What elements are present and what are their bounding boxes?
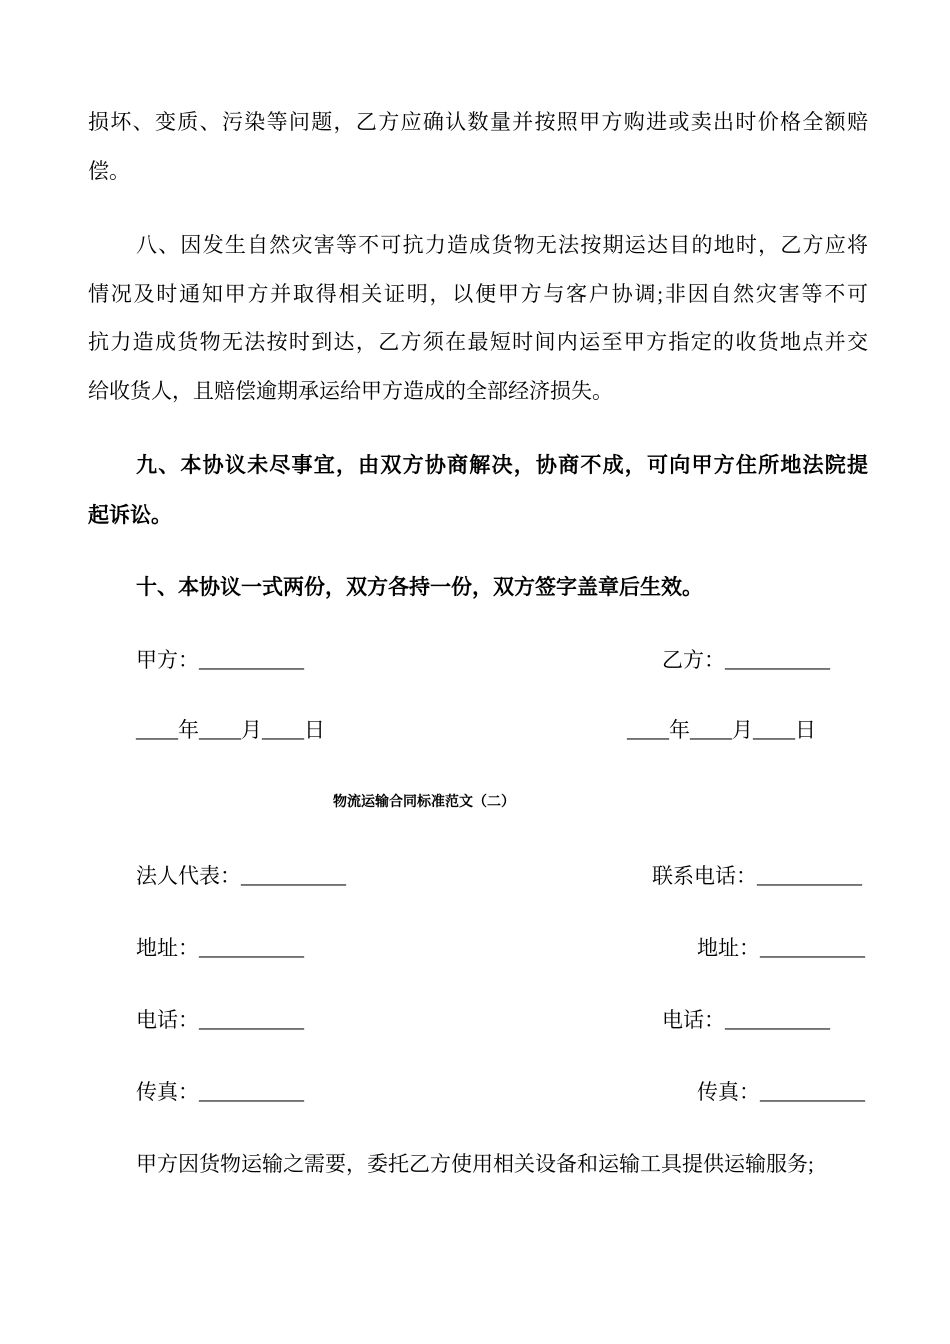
party-a-phone-field: 电话：__________ <box>136 1008 304 1032</box>
party-b-date: ____年____月____日 <box>627 718 816 742</box>
clause-8-line: 抗力造成货物无法按时到达，乙方须在最短时间内运至甲方指定的收货地点并交 <box>88 330 868 354</box>
clause-9-line: 起诉讼。 <box>88 503 172 527</box>
continuation-line: 偿。 <box>88 159 130 183</box>
party-b-address-field: 地址：__________ <box>697 936 865 960</box>
clause-10-line: 十、本协议一式两份，双方各持一份，双方签字盖章后生效。 <box>136 575 703 599</box>
clause-9-line: 九、本协议未尽事宜，由双方协商解决，协商不成，可向甲方住所地法院提 <box>136 453 868 477</box>
legal-rep-field: 法人代表：__________ <box>136 864 346 888</box>
party-b-phone-field: 电话：__________ <box>662 1008 830 1032</box>
clause-8-line: 情况及时通知甲方并取得相关证明，以便甲方与客户协调;非因自然灾害等不可 <box>88 282 868 306</box>
party-b-signature: 乙方：__________ <box>662 648 830 672</box>
clause-8-line: 八、因发生自然灾害等不可抗力造成货物无法按期运达目的地时，乙方应将 <box>136 233 868 257</box>
section-title: 物流运输合同标准范文（二） <box>333 795 515 810</box>
intro-paragraph: 甲方因货物运输之需要，委托乙方使用相关设备和运输工具提供运输服务; <box>136 1152 814 1176</box>
party-b-fax-field: 传真：__________ <box>697 1080 865 1104</box>
continuation-line: 损坏、变质、污染等问题，乙方应确认数量并按照甲方购进或卖出时价格全额赔 <box>88 110 868 134</box>
party-a-address-field: 地址：__________ <box>136 936 304 960</box>
party-a-fax-field: 传真：__________ <box>136 1080 304 1104</box>
contact-phone-field: 联系电话：__________ <box>652 864 862 888</box>
party-a-date: ____年____月____日 <box>136 718 325 742</box>
clause-8-line: 给收货人，且赔偿逾期承运给甲方造成的全部经济损失。 <box>88 379 613 403</box>
party-a-signature: 甲方：__________ <box>136 648 304 672</box>
